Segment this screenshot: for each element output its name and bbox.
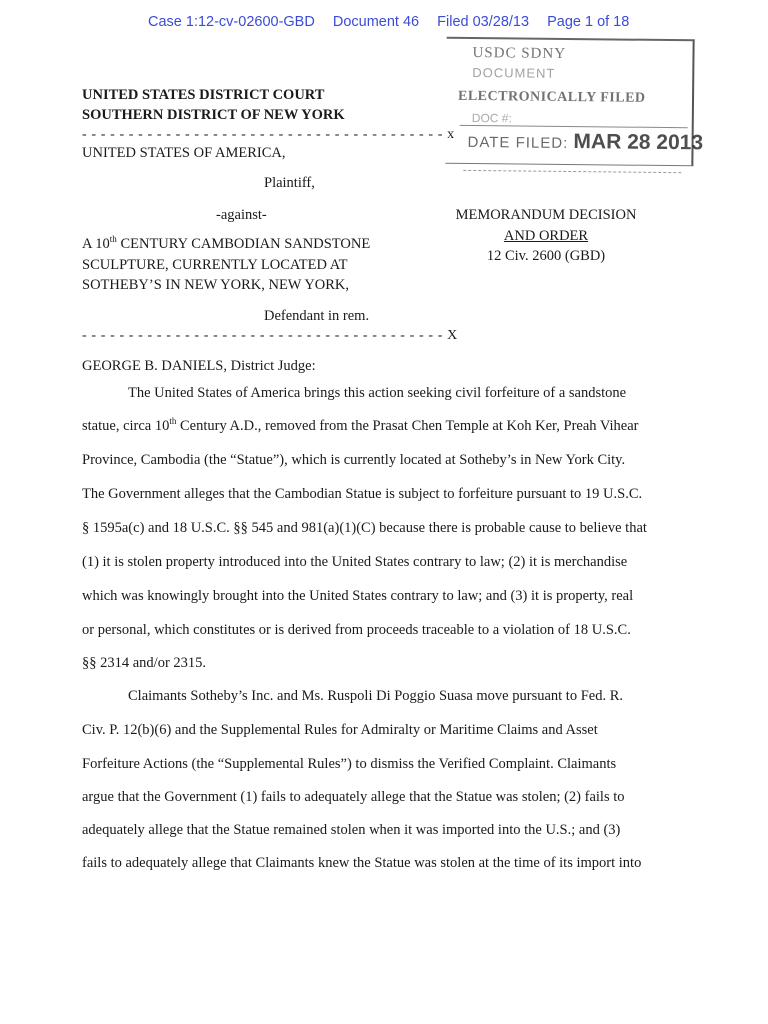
defendant-line3: SOTHEBY’S IN NEW YORK, NEW YORK,: [82, 277, 350, 293]
para2-line: fails to adequately allege that Claimants knew the Statue was stolen at the time of its import into: [82, 855, 642, 871]
caption-divider-bottom: - - - - - - - - - - - - - - - - - - - - - - - - - - - - - - - - - - - - - - - X: [82, 328, 458, 343]
stamp-line-usdc: USDC SDNY: [472, 44, 567, 62]
stamp-line-doc-number: DOC #:: [471, 110, 512, 126]
page-indicator: Page 1 of 18: [547, 14, 630, 30]
stamp-line-electronically-filed: ELECTRONICALLY FILED: [457, 88, 646, 106]
defendant-line1: A 10th CENTURY CAMBODIAN SANDSTONE: [82, 234, 371, 252]
para2-line: argue that the Government (1) fails to adequately allege that the Statue was stolen; (2) fails to: [82, 789, 625, 805]
defendant-line2: SCULPTURE, CURRENTLY LOCATED AT: [82, 257, 348, 273]
defendant-label: Defendant in rem.: [264, 308, 370, 324]
filing-stamp: [445, 37, 704, 167]
document-number: Document 46: [332, 14, 420, 30]
para2-line: Claimants Sotheby’s Inc. and Ms. Ruspoli Di Poggio Suasa move pursuant to Fed. R.: [128, 688, 624, 704]
para2-line: adequately allege that the Statue remained stolen when it was imported into the U.S.; and (3): [82, 822, 621, 838]
court-name-line1: UNITED STATES DISTRICT COURT: [82, 87, 325, 103]
filed-date: Filed 03/28/13: [437, 14, 530, 30]
para1-line: The United States of America brings this action seeking civil forfeiture of a sandstone: [128, 385, 627, 401]
stamp-date-value: MAR 28 2013: [573, 130, 704, 155]
stamp-date-label: DATE FILED:: [467, 133, 569, 152]
document-title-line1: MEMORANDUM DECISION: [455, 207, 637, 223]
plaintiff-name: UNITED STATES OF AMERICA,: [82, 145, 286, 161]
document-title-line2: AND ORDER: [503, 228, 589, 244]
stamp-dotted-edge: [463, 170, 681, 173]
civil-case-number: 12 Civ. 2600 (GBD): [486, 248, 606, 264]
para2-line: Civ. P. 12(b)(6) and the Supplemental Rules for Admiralty or Maritime Claims and Asset: [82, 722, 598, 738]
para1-line: (1) it is stolen property introduced into the United States contrary to law; (2) it is merchandise: [82, 554, 628, 570]
plaintiff-label: Plaintiff,: [264, 175, 315, 191]
stamp-date-filed: [467, 129, 703, 155]
court-name-line2: SOUTHERN DISTRICT OF NEW YORK: [82, 107, 345, 123]
para1-line: Province, Cambodia (the “Statue”), which is currently located at Sotheby’s in New York City.: [82, 452, 626, 468]
judge-line: GEORGE B. DANIELS, District Judge:: [82, 358, 316, 374]
para1-line: statue, circa 10th Century A.D., removed from the Prasat Chen Temple at Koh Ker, Preah Vihear: [82, 416, 639, 434]
para1-line: §§ 2314 and/or 2315.: [82, 655, 207, 671]
stamp-rule: [460, 125, 688, 128]
ecf-header: [148, 14, 643, 30]
against-label: -against-: [216, 207, 267, 223]
para2-line: Forfeiture Actions (the “Supplemental Rules”) to dismiss the Verified Complaint. Claimants: [82, 756, 617, 772]
stamp-line-document: DOCUMENT: [472, 64, 556, 81]
para1-line: or personal, which constitutes or is derived from proceeds traceable to a violation of 18 U.S.C.: [82, 622, 631, 638]
para1-line: § 1595a(c) and 18 U.S.C. §§ 545 and 981(a)(1)(C) because there is probable cause to believe that: [82, 520, 647, 536]
caption-divider-top: - - - - - - - - - - - - - - - - - - - - - - - - - - - - - - - - - - - - - - - x: [82, 127, 455, 142]
case-number: Case 1:12-cv-02600-GBD: [148, 14, 315, 30]
para1-line: which was knowingly brought into the United States contrary to law; and (3) it is property, real: [82, 588, 634, 604]
para1-line: The Government alleges that the Cambodian Statue is subject to forfeiture pursuant to 19 U.S.C.: [82, 486, 643, 502]
